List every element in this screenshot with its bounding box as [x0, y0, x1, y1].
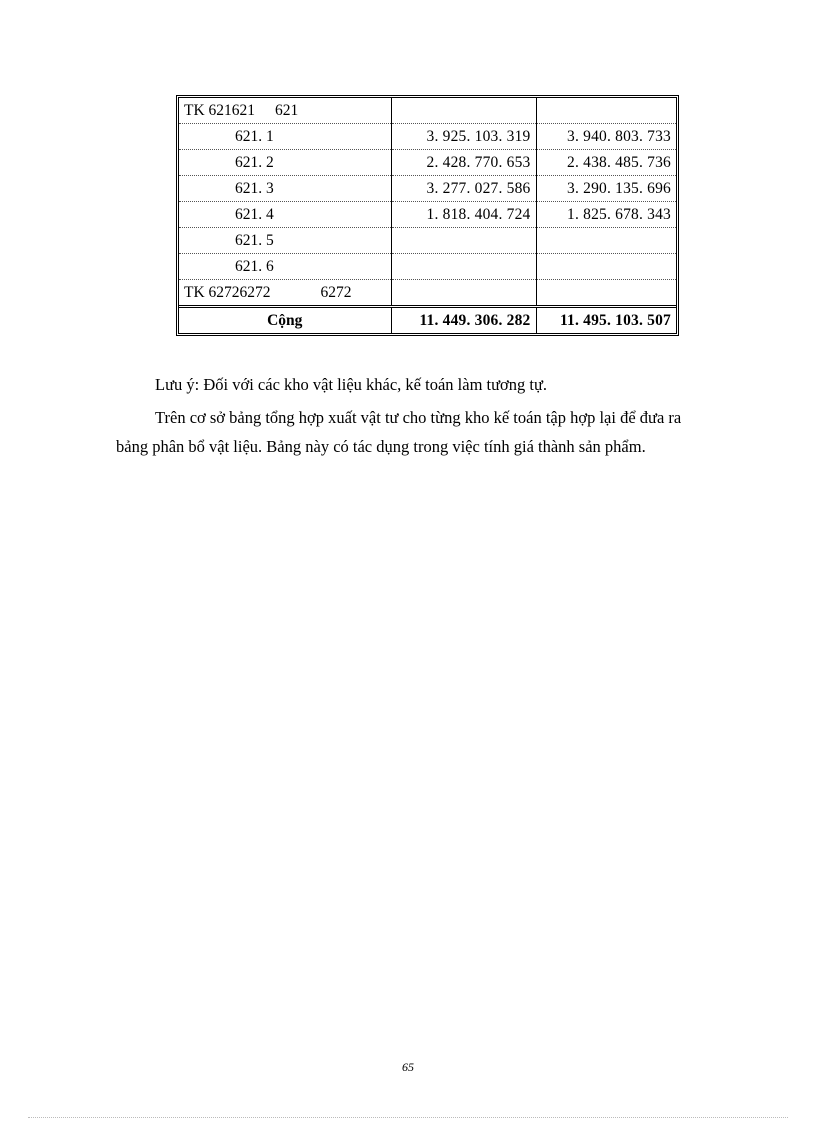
value-cell: 2. 428. 770. 653 [391, 150, 536, 176]
value-cell [391, 228, 536, 254]
table-row [179, 254, 676, 280]
page-number: 65 [402, 1060, 414, 1074]
value-cell: 1. 825. 678. 343 [536, 202, 676, 228]
account-cell: 621. 3 [179, 176, 391, 202]
account-cell: 621. 4 [179, 202, 391, 228]
value-cell [391, 280, 536, 307]
table-row [179, 228, 676, 254]
value-cell: 3. 277. 027. 586 [391, 176, 536, 202]
account-cell: 621. 5 [179, 228, 391, 254]
table-row [179, 98, 676, 124]
value-cell: 2. 438. 485. 736 [536, 150, 676, 176]
account-cell: 621. 1 [179, 124, 391, 150]
total-value: 11. 495. 103. 507 [536, 307, 676, 334]
table-row [179, 176, 676, 202]
table-row [179, 280, 676, 307]
footer-divider [28, 1117, 788, 1118]
value-cell [536, 98, 676, 124]
body-paragraph-line-1: Trên cơ sở bảng tổng hợp xuất vật tư cho từng kho kế toán tập hợp lại để đưa ra [155, 408, 682, 427]
value-cell [391, 98, 536, 124]
total-label: Cộng [179, 307, 391, 334]
note-paragraph: Lưu ý: Đối với các kho vật liệu khác, kế toán làm tương tự. [155, 375, 548, 394]
account-cell: TK 621621 621 [179, 98, 391, 124]
table-row [179, 202, 676, 228]
account-cell: 621. 6 [179, 254, 391, 280]
body-paragraph-line-2: bảng phân bổ vật liệu. Bảng này có tác dụng trong việc tính giá thành sản phẩm. [116, 437, 646, 456]
value-cell: 1. 818. 404. 724 [391, 202, 536, 228]
table-row [179, 124, 676, 150]
value-cell [536, 254, 676, 280]
material-allocation-table [176, 95, 679, 336]
accounts-table [179, 98, 676, 333]
account-cell: TK 62726272 6272 [179, 280, 391, 307]
value-cell [536, 228, 676, 254]
value-cell: 3. 940. 803. 733 [536, 124, 676, 150]
value-cell [536, 280, 676, 307]
total-value: 11. 449. 306. 282 [391, 307, 536, 334]
table-row [179, 150, 676, 176]
value-cell: 3. 290. 135. 696 [536, 176, 676, 202]
value-cell [391, 254, 536, 280]
total-row [179, 307, 676, 334]
value-cell: 3. 925. 103. 319 [391, 124, 536, 150]
account-cell: 621. 2 [179, 150, 391, 176]
